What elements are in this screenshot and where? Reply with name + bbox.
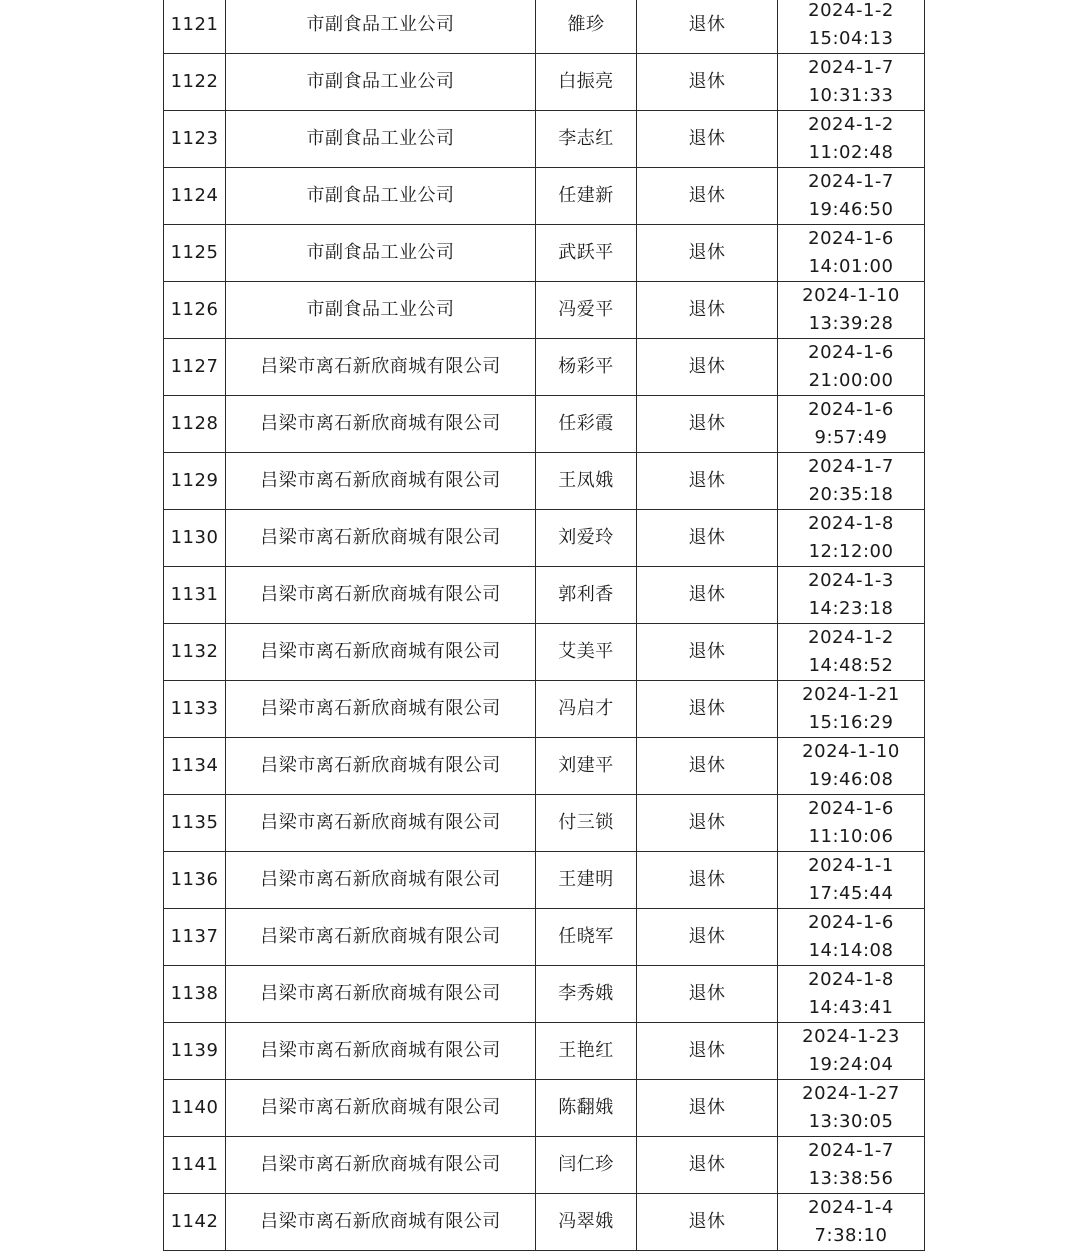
record-number-cell: 1123	[164, 111, 226, 168]
record-unit-cell: 吕梁市离石新欣商城有限公司	[226, 510, 536, 567]
table-row	[164, 1080, 925, 1137]
table-row	[164, 510, 925, 567]
record-number-cell: 1125	[164, 225, 226, 282]
record-name-cell: 刘建平	[536, 738, 637, 795]
table-row	[164, 111, 925, 168]
table-row	[164, 852, 925, 909]
record-number-cell: 1127	[164, 339, 226, 396]
record-number-cell: 1124	[164, 168, 226, 225]
record-unit-cell: 吕梁市离石新欣商城有限公司	[226, 738, 536, 795]
record-type-cell: 退休	[637, 453, 778, 510]
record-unit-cell: 市副食品工业公司	[226, 168, 536, 225]
record-unit-cell: 吕梁市离石新欣商城有限公司	[226, 852, 536, 909]
record-number-cell: 1135	[164, 795, 226, 852]
record-datetime-cell	[778, 795, 925, 852]
record-number-cell: 1142	[164, 1194, 226, 1251]
record-datetime-cell	[778, 1080, 925, 1137]
record-time: 14:23:18	[808, 598, 894, 619]
record-date: 2024-1-8	[808, 969, 894, 990]
record-type-cell: 退休	[637, 54, 778, 111]
record-date: 2024-1-6	[808, 342, 894, 363]
record-number-cell: 1122	[164, 54, 226, 111]
table-row	[164, 1023, 925, 1080]
table-row	[164, 795, 925, 852]
record-datetime-cell	[778, 1194, 925, 1251]
record-type-cell: 退休	[637, 396, 778, 453]
record-unit-cell: 市副食品工业公司	[226, 111, 536, 168]
record-time: 13:30:05	[808, 1111, 894, 1132]
record-time: 20:35:18	[808, 484, 894, 505]
record-datetime-cell	[778, 909, 925, 966]
record-unit-cell: 市副食品工业公司	[226, 282, 536, 339]
record-name-cell: 李志红	[536, 111, 637, 168]
record-datetime-cell	[778, 1137, 925, 1194]
record-datetime-cell	[778, 0, 925, 54]
record-datetime-cell	[778, 1023, 925, 1080]
record-number-cell: 1138	[164, 966, 226, 1023]
record-type-cell: 退休	[637, 852, 778, 909]
record-number-cell: 1128	[164, 396, 226, 453]
record-time: 15:16:29	[808, 712, 894, 733]
record-number-cell: 1126	[164, 282, 226, 339]
record-date: 2024-1-2	[808, 0, 894, 21]
record-type-cell: 退休	[637, 510, 778, 567]
record-date: 2024-1-23	[802, 1026, 900, 1047]
table-row	[164, 966, 925, 1023]
record-unit-cell: 吕梁市离石新欣商城有限公司	[226, 453, 536, 510]
record-unit-cell: 市副食品工业公司	[226, 225, 536, 282]
record-datetime-cell	[778, 738, 925, 795]
record-time: 14:43:41	[808, 997, 894, 1018]
record-number-cell: 1140	[164, 1080, 226, 1137]
record-time: 19:46:08	[808, 769, 894, 790]
record-datetime-cell	[778, 225, 925, 282]
record-name-cell: 王凤娥	[536, 453, 637, 510]
record-unit-cell: 吕梁市离石新欣商城有限公司	[226, 567, 536, 624]
record-date: 2024-1-7	[808, 171, 894, 192]
record-name-cell: 王艳红	[536, 1023, 637, 1080]
record-time: 13:39:28	[808, 313, 894, 334]
record-number-cell: 1133	[164, 681, 226, 738]
record-date: 2024-1-10	[802, 285, 900, 306]
table-row	[164, 0, 925, 54]
record-type-cell: 退休	[637, 1023, 778, 1080]
record-type-cell: 退休	[637, 681, 778, 738]
record-type-cell: 退休	[637, 567, 778, 624]
record-unit-cell: 吕梁市离石新欣商城有限公司	[226, 795, 536, 852]
record-date: 2024-1-7	[808, 1140, 894, 1161]
record-date: 2024-1-6	[808, 798, 894, 819]
record-type-cell: 退休	[637, 1194, 778, 1251]
record-date: 2024-1-10	[802, 741, 900, 762]
record-type-cell: 退休	[637, 1137, 778, 1194]
record-time: 13:38:56	[808, 1168, 894, 1189]
record-type-cell: 退休	[637, 0, 778, 54]
record-name-cell: 付三锁	[536, 795, 637, 852]
record-type-cell: 退休	[637, 1080, 778, 1137]
record-number-cell: 1130	[164, 510, 226, 567]
record-number-cell: 1131	[164, 567, 226, 624]
record-name-cell: 陈翻娥	[536, 1080, 637, 1137]
record-unit-cell: 吕梁市离石新欣商城有限公司	[226, 624, 536, 681]
record-number-cell: 1129	[164, 453, 226, 510]
record-date: 2024-1-6	[808, 399, 894, 420]
records-table-body	[164, 0, 925, 1251]
record-unit-cell: 吕梁市离石新欣商城有限公司	[226, 966, 536, 1023]
record-datetime-cell	[778, 852, 925, 909]
record-name-cell: 雒珍	[536, 0, 637, 54]
table-row	[164, 1194, 925, 1251]
record-date: 2024-1-3	[808, 570, 894, 591]
record-number-cell: 1136	[164, 852, 226, 909]
record-type-cell: 退休	[637, 111, 778, 168]
record-time: 21:00:00	[808, 370, 894, 391]
record-unit-cell: 市副食品工业公司	[226, 0, 536, 54]
record-type-cell: 退休	[637, 909, 778, 966]
record-datetime-cell	[778, 453, 925, 510]
record-time: 11:10:06	[808, 826, 894, 847]
record-time: 17:45:44	[808, 883, 894, 904]
record-datetime-cell	[778, 111, 925, 168]
record-name-cell: 郭利香	[536, 567, 637, 624]
record-unit-cell: 吕梁市离石新欣商城有限公司	[226, 396, 536, 453]
table-row	[164, 681, 925, 738]
record-date: 2024-1-8	[808, 513, 894, 534]
record-unit-cell: 吕梁市离石新欣商城有限公司	[226, 681, 536, 738]
record-type-cell: 退休	[637, 225, 778, 282]
record-datetime-cell	[778, 681, 925, 738]
record-time: 14:01:00	[808, 256, 894, 277]
table-row	[164, 1137, 925, 1194]
record-number-cell: 1139	[164, 1023, 226, 1080]
table-row	[164, 909, 925, 966]
record-name-cell: 冯翠娥	[536, 1194, 637, 1251]
record-time: 14:14:08	[808, 940, 894, 961]
record-time: 15:04:13	[808, 28, 894, 49]
record-date: 2024-1-6	[808, 912, 894, 933]
record-datetime-cell	[778, 624, 925, 681]
record-number-cell: 1132	[164, 624, 226, 681]
record-datetime-cell	[778, 168, 925, 225]
record-time: 9:57:49	[814, 427, 888, 448]
record-name-cell: 李秀娥	[536, 966, 637, 1023]
record-date: 2024-1-6	[808, 228, 894, 249]
record-type-cell: 退休	[637, 624, 778, 681]
record-date: 2024-1-7	[808, 57, 894, 78]
record-datetime-cell	[778, 339, 925, 396]
record-type-cell: 退休	[637, 282, 778, 339]
table-row	[164, 624, 925, 681]
record-date: 2024-1-2	[808, 114, 894, 135]
record-name-cell: 冯爱平	[536, 282, 637, 339]
table-row	[164, 339, 925, 396]
table-row	[164, 282, 925, 339]
record-name-cell: 任晓军	[536, 909, 637, 966]
table-row	[164, 567, 925, 624]
record-number-cell: 1121	[164, 0, 226, 54]
record-date: 2024-1-7	[808, 456, 894, 477]
record-date: 2024-1-21	[802, 684, 900, 705]
record-date: 2024-1-1	[808, 855, 894, 876]
record-time: 14:48:52	[808, 655, 894, 676]
record-date: 2024-1-4	[808, 1197, 894, 1218]
record-time: 7:38:10	[814, 1225, 888, 1246]
record-type-cell: 退休	[637, 738, 778, 795]
record-name-cell: 白振亮	[536, 54, 637, 111]
record-type-cell: 退休	[637, 795, 778, 852]
record-name-cell: 冯启才	[536, 681, 637, 738]
record-name-cell: 杨彩平	[536, 339, 637, 396]
record-name-cell: 闫仁珍	[536, 1137, 637, 1194]
table-row	[164, 225, 925, 282]
record-number-cell: 1134	[164, 738, 226, 795]
record-unit-cell: 吕梁市离石新欣商城有限公司	[226, 339, 536, 396]
record-time: 19:46:50	[808, 199, 894, 220]
record-name-cell: 武跃平	[536, 225, 637, 282]
record-number-cell: 1141	[164, 1137, 226, 1194]
record-type-cell: 退休	[637, 966, 778, 1023]
records-table	[163, 0, 925, 1251]
record-datetime-cell	[778, 567, 925, 624]
record-datetime-cell	[778, 966, 925, 1023]
record-name-cell: 任彩霞	[536, 396, 637, 453]
table-row	[164, 168, 925, 225]
record-name-cell: 艾美平	[536, 624, 637, 681]
record-unit-cell: 吕梁市离石新欣商城有限公司	[226, 1023, 536, 1080]
record-number-cell: 1137	[164, 909, 226, 966]
record-type-cell: 退休	[637, 168, 778, 225]
record-datetime-cell	[778, 54, 925, 111]
table-row	[164, 54, 925, 111]
record-name-cell: 王建明	[536, 852, 637, 909]
table-row	[164, 396, 925, 453]
record-datetime-cell	[778, 510, 925, 567]
record-time: 11:02:48	[808, 142, 894, 163]
record-name-cell: 刘爱玲	[536, 510, 637, 567]
record-unit-cell: 吕梁市离石新欣商城有限公司	[226, 1137, 536, 1194]
record-type-cell: 退休	[637, 339, 778, 396]
record-time: 19:24:04	[808, 1054, 894, 1075]
record-datetime-cell	[778, 396, 925, 453]
table-row	[164, 738, 925, 795]
record-unit-cell: 吕梁市离石新欣商城有限公司	[226, 1080, 536, 1137]
record-date: 2024-1-2	[808, 627, 894, 648]
record-datetime-cell	[778, 282, 925, 339]
record-time: 12:12:00	[808, 541, 894, 562]
table-row	[164, 453, 925, 510]
record-name-cell: 任建新	[536, 168, 637, 225]
record-unit-cell: 吕梁市离石新欣商城有限公司	[226, 909, 536, 966]
record-unit-cell: 吕梁市离石新欣商城有限公司	[226, 1194, 536, 1251]
record-time: 10:31:33	[808, 85, 894, 106]
record-date: 2024-1-27	[802, 1083, 900, 1104]
record-unit-cell: 市副食品工业公司	[226, 54, 536, 111]
